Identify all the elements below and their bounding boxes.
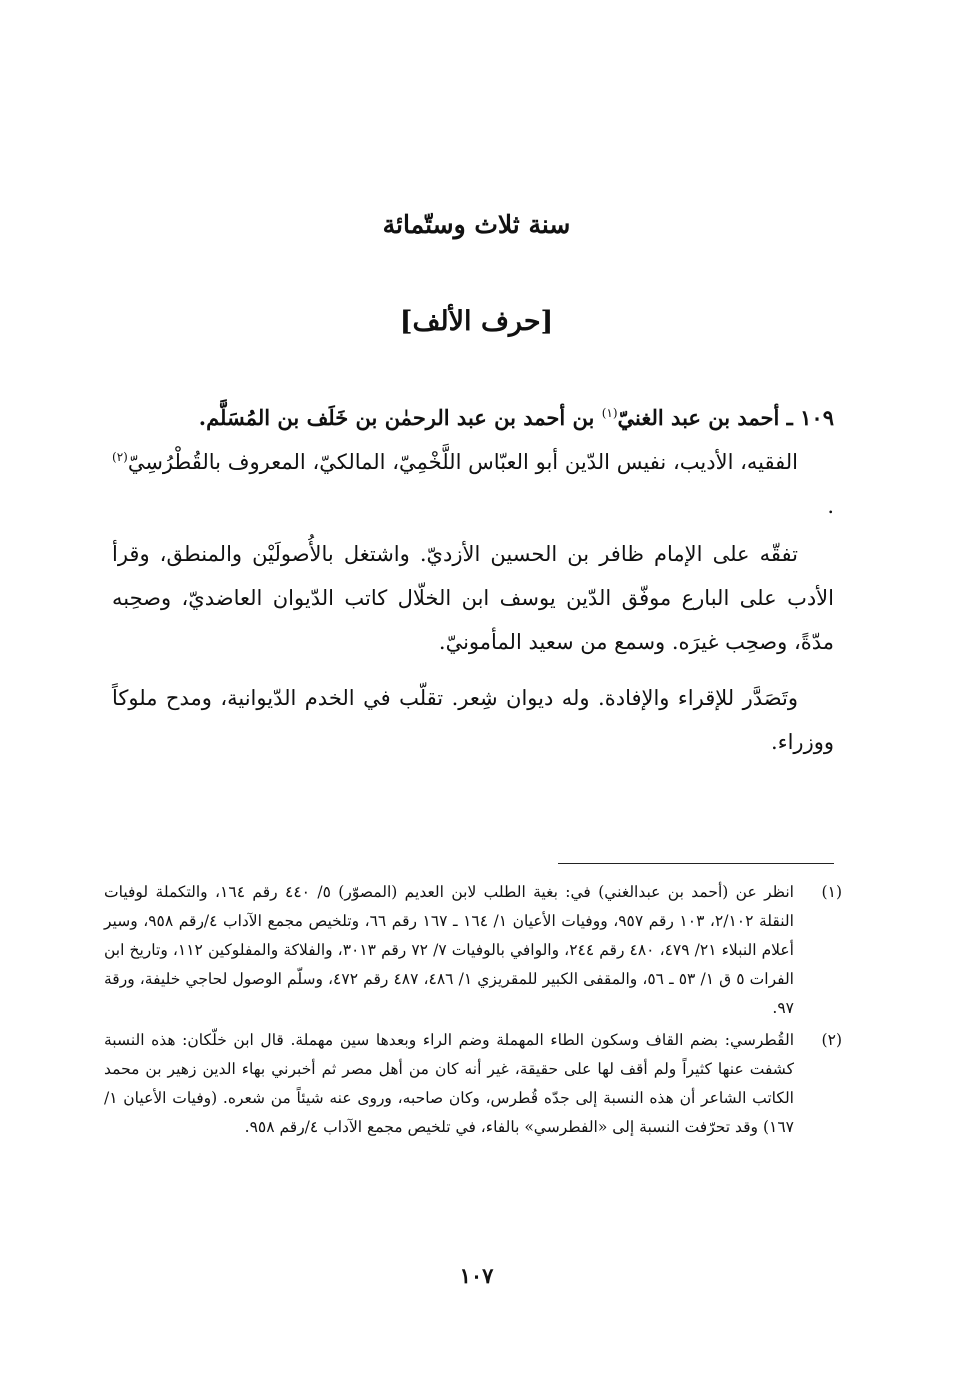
section-heading: [حرف الألف] [399, 306, 554, 337]
entry-description-part1: الفقيه، الأديب، نفيس الدّين أبو العبّاس اللَّخْمِيّ، المالكيّ، المعروف بالقُطْرُسِيّ [127, 450, 798, 474]
paragraph-teaching: وتَصَدَّر للإقراء والإفادة. وله ديوان شِعر. تقلّب في الخدم الدّيوانية، ومدح ملوكاً ووزراء. [112, 686, 834, 754]
footnote-number: (١) [821, 883, 842, 901]
entry-name-part1: أحمد بن عبد الغنيّ [617, 405, 780, 430]
footnote-number: (٢) [821, 1031, 842, 1049]
page-number: ١٠٧ [459, 1263, 494, 1288]
entry-number: ١٠٩ ـ [779, 405, 834, 430]
entry-name-part2: بن أحمد بن عبد الرحمٰن بن خَلَف بن المُسَلَّم. [198, 405, 602, 430]
paragraph-studies: تفقّه على الإمام ظافر بن الحسين الأزديّ. واشتغل بالأُصولَيْن والمنطق، وقرأ الأدب على البارع موفّق الدّين يوسف ابن الخلّال كاتب الدّيوان العاضديّ، وصحِبه مدّةً، وصحِب غيرَه. وسمع من سعيد المأمونيّ. [112, 542, 834, 654]
entry-description [112, 440, 834, 528]
footnote-text: انظر عن (أحمد بن عبدالغني) في: بغية الطلب لابن العديم (المصوّر) ٥/ ٤٤٠ رقم ١٦٤، والتكملة لوفيات النقلة ٢/١٠٢، ١٠٣ رقم ٩٥٧، ووفيات الأعيان ١/ ١٦٤ ـ ١٦٧ رقم ٦٦، وتلخيص مجمع الآداب ٤/رقم ٩٥٨، وسير أعلام النبلاء ٢١/ ٤٧٩، ٤٨٠ رقم ٢٤٤، والوافي بالوفيات ٧/ ٧٢ رقم ٣٠١٣، والفلاكة والمفلوكين ١١٢، وتاريخ ابن الفرات ٥ ق ١/ ٥٣ ـ ٥٦، والمقفى الكبير للمقريزي ١/ ٤٨٦، ٤٨٧ رقم ٤٧٢، وسلّم الوصول لحاجي خليفة، ورقة ٩٧. [104, 883, 794, 1017]
footnote-divider [558, 863, 834, 864]
footnote-ref-2: (٢) [112, 450, 128, 464]
footnote-ref-1: (١) [601, 406, 618, 420]
footnote-2 [104, 1026, 842, 1142]
footnote-1 [104, 878, 842, 1023]
main-text [112, 396, 834, 764]
year-heading: سنة ثلاث وستّمائة [382, 210, 571, 239]
entry-heading [112, 396, 834, 440]
footnotes [104, 878, 842, 1145]
entry-description-part2: . [827, 494, 834, 518]
footnote-text: القُطرسي: بضم القاف وسكون الطاء المهملة وضم الراء وبعدها سين مهملة. قال ابن خلّكان: هذه النسبة كشفت عنها كثيراً ولم أقف لها على حقيقة، غير أنه كان من أهل مصر ثم أخبرني بهاء الدين زهير بن محمد الكاتب الشاعر أن هذه النسبة إلى جدّه قُطرس، وكان صاحبه، وروى عنه شيئاً من شعره. (وفيات الأعيان ١/ ١٦٧) وقد تحرّفت النسبة إلى «الفطرسي» بالفاء، في تلخيص مجمع الآداب ٤/رقم ٩٥٨. [104, 1031, 794, 1136]
